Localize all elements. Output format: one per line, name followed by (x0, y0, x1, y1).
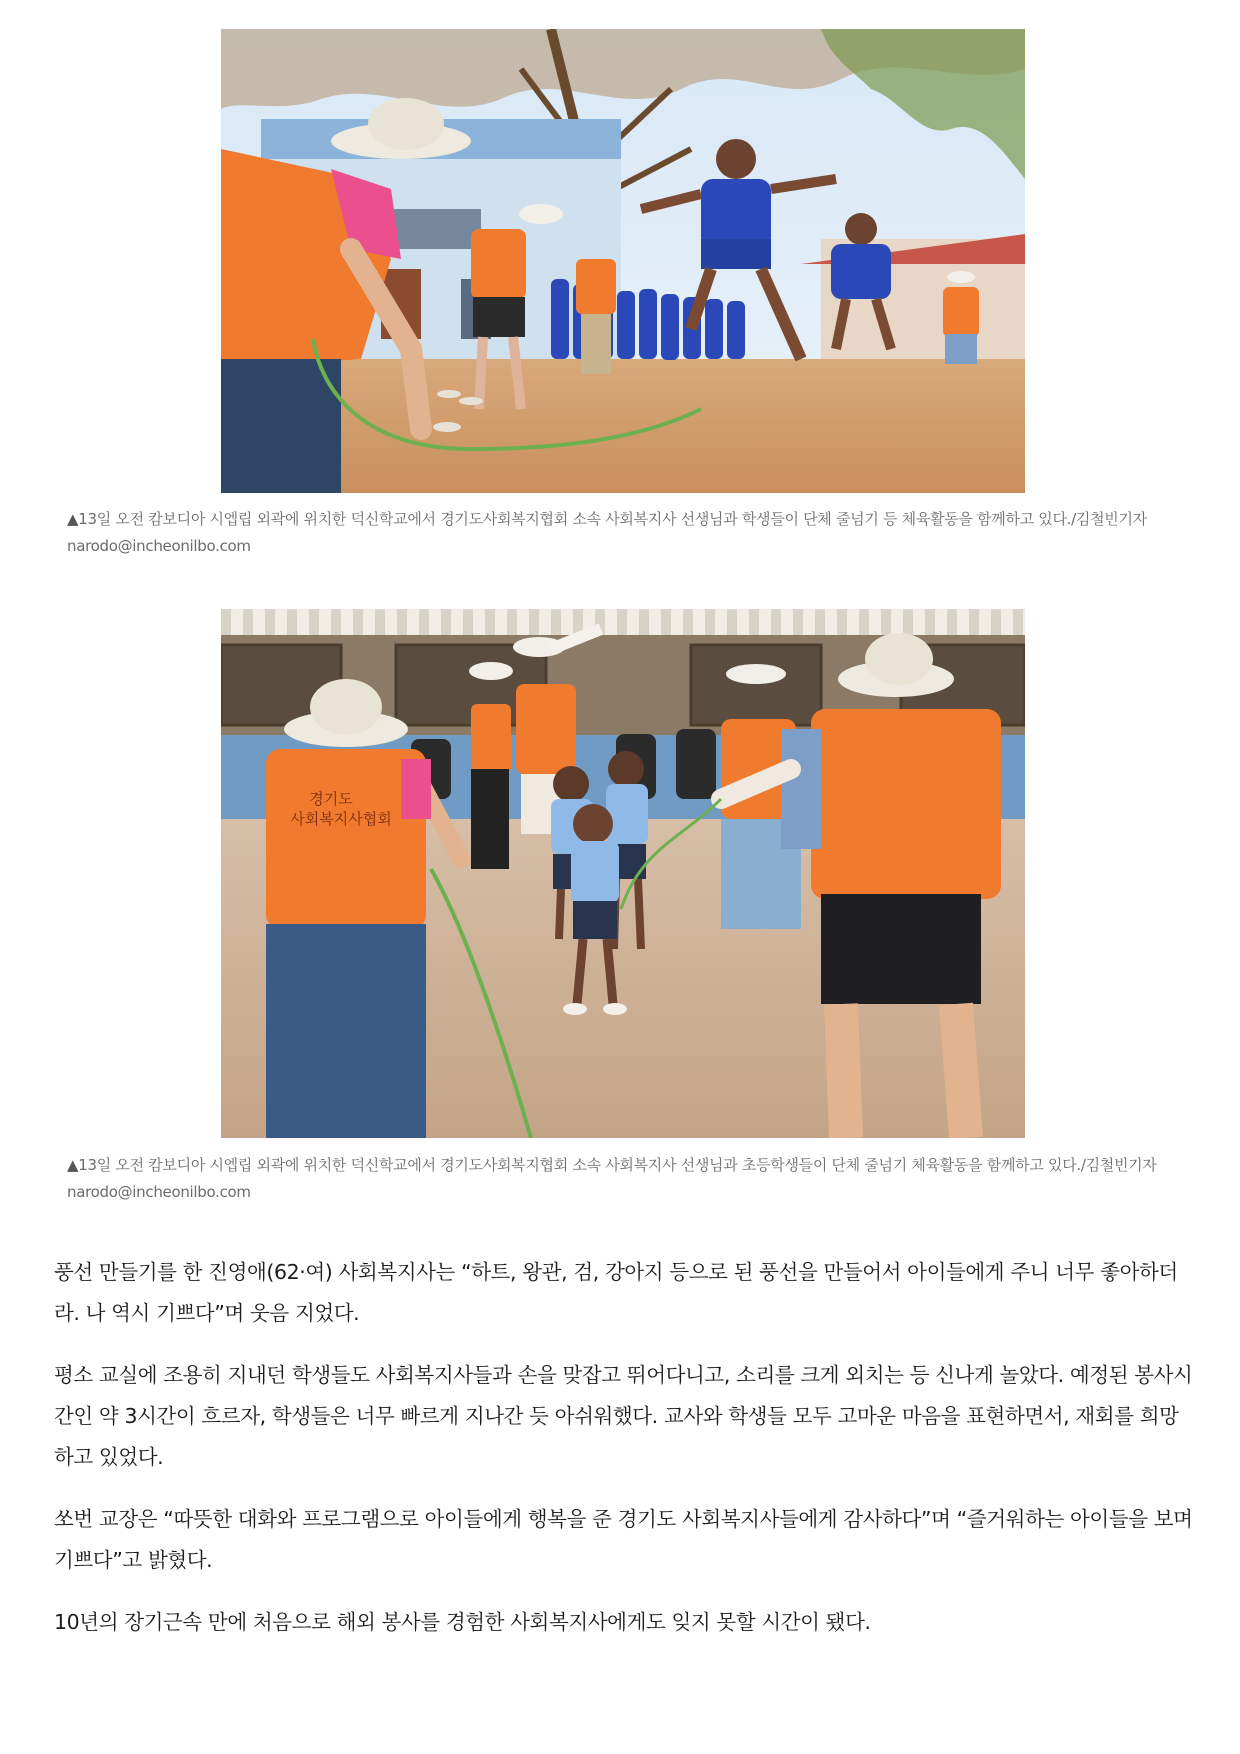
photo-1 (221, 29, 1025, 493)
article-paragraph: 10년의 장기근속 만에 처음으로 해외 봉사를 경험한 사회복지사에게도 잊지 못할 시간이 됐다. (54, 1610, 871, 1634)
vest-label-line1: 경기도 (309, 790, 353, 808)
article-paragraph: 평소 교실에 조용히 지내던 학생들도 사회복지사들과 손을 맞잡고 뛰어다니고, 소리를 크게 외치는 등 신나게 놀았다. 예정된 봉사시간인 약 3시간이 흐르자, 학생들은 너무 빠르게 지나간 듯 아쉬워했다. 교사와 학생들 모두 고마운 마음을 표현하면서, 재회를 희망하고 있었다. (54, 1363, 1193, 1469)
photo-2 (221, 609, 1025, 1138)
jump-rope-kids-photo-icon (221, 609, 1025, 1138)
caption-marker: ▲ (67, 1156, 79, 1174)
article-body (54, 1252, 1194, 1664)
jump-rope-photo-icon (221, 29, 1025, 493)
caption-email: narodo@incheonilbo.com (67, 537, 251, 555)
vest-label-line2: 사회복지사협회 (290, 810, 392, 828)
caption-text: 13일 오전 캄보디아 시엡립 외곽에 위치한 덕신학교에서 경기도사회복지협회 소속 사회복지사 선생님과 학생들이 단체 줄넘기 등 체육활동을 함께하고 있다./김철빈기자 (78, 510, 1147, 528)
caption-email: narodo@incheonilbo.com (67, 1183, 251, 1201)
caption-text: 13일 오전 캄보디아 시엡립 외곽에 위치한 덕신학교에서 경기도사회복지협회 소속 사회복지사 선생님과 초등학생들이 단체 줄넘기 체육활동을 함께하고 있다./김철빈기자 (78, 1156, 1157, 1174)
article-paragraph: 쏘번 교장은 “따뜻한 대화와 프로그램으로 아이들에게 행복을 준 경기도 사회복지사들에게 감사하다”며 “즐거워하는 아이들을 보며 기쁘다”고 밝혔다. (54, 1507, 1193, 1572)
photo-caption-2 (67, 1152, 1177, 1206)
photo-caption-1 (67, 506, 1177, 560)
article-paragraph: 풍선 만들기를 한 진영애(62·여) 사회복지사는 “하트, 왕관, 검, 강아지 등으로 된 풍선을 만들어서 아이들에게 주니 너무 좋아하더라. 나 역시 기쁘다”며 웃음 지었다. (54, 1260, 1178, 1325)
caption-marker: ▲ (67, 510, 79, 528)
